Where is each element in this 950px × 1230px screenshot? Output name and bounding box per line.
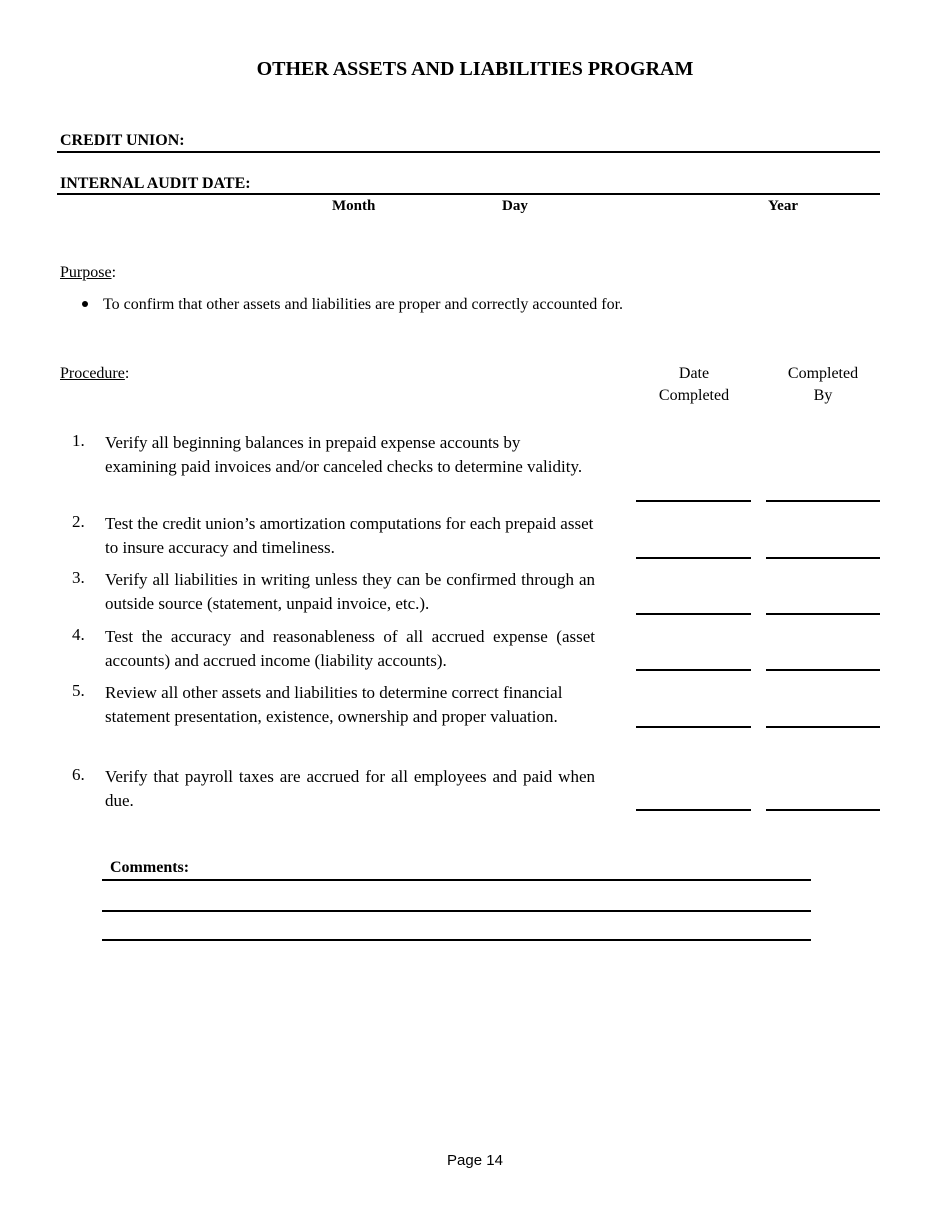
date-completed-line[interactable] (636, 669, 751, 671)
comments-line[interactable] (102, 910, 811, 912)
bullet-icon (82, 301, 88, 307)
date-completed-header (636, 363, 752, 407)
date-completed-line[interactable] (636, 500, 751, 502)
month-label: Month (332, 198, 376, 214)
step-text: Test the accuracy and reasonableness of all accrued expense (asset accounts) and accrued income (liability accounts). (105, 627, 595, 670)
step-text: Review all other assets and liabilities to determine correct financial statement presentation, existence, ownership and proper valuation. (105, 683, 563, 726)
step-number: 5. (72, 681, 85, 700)
completed-by-line[interactable] (766, 726, 880, 728)
step-text: Verify that payroll taxes are accrued for all employees and paid when due. (105, 767, 595, 810)
date-completed-line[interactable] (636, 557, 751, 559)
purpose-colon: : (111, 264, 117, 281)
credit-union-label: CREDIT UNION: (60, 132, 185, 149)
day-label: Day (502, 198, 528, 214)
completed-by-line[interactable] (766, 500, 880, 502)
page-number: Page 14 (447, 1152, 503, 1169)
purpose-item: To confirm that other assets and liabilities are proper and correctly accounted for. (103, 296, 624, 313)
procedure-heading (60, 365, 129, 383)
date-completed-header-line2: Completed (658, 387, 730, 404)
step-number: 2. (72, 512, 85, 531)
completed-by-line[interactable] (766, 557, 880, 559)
audit-date-line[interactable] (57, 193, 880, 195)
audit-date-label: INTERNAL AUDIT DATE: (60, 175, 251, 192)
step-text: Verify all liabilities in writing unless they can be confirmed through an outside source (statement, unpaid invoice, etc.). (105, 570, 595, 613)
completed-by-line[interactable] (766, 809, 880, 811)
step-number: 1. (72, 431, 85, 450)
comments-line[interactable] (102, 879, 811, 881)
procedure-label: Procedure (60, 365, 125, 382)
year-label: Year (768, 198, 798, 214)
date-completed-header-line1: Date (678, 365, 710, 382)
comments-line[interactable] (102, 939, 811, 941)
procedure-colon: : (124, 365, 130, 382)
step-text: Verify all beginning balances in prepaid expense accounts by examining paid invoices and/or canceled checks to determine validity. (105, 433, 583, 476)
completed-by-line[interactable] (766, 613, 880, 615)
step-text: Test the credit union’s amortization computations for each prepaid asset to insure accuracy and timeliness. (105, 514, 594, 557)
comments-label: Comments: (110, 859, 190, 876)
step-number: 3. (72, 568, 85, 587)
document-title: OTHER ASSETS AND LIABILITIES PROGRAM (256, 58, 694, 80)
date-completed-line[interactable] (636, 809, 751, 811)
completed-by-header (765, 363, 881, 407)
completed-by-header-line1: Completed (787, 365, 859, 382)
date-completed-line[interactable] (636, 613, 751, 615)
date-completed-line[interactable] (636, 726, 751, 728)
completed-by-line[interactable] (766, 669, 880, 671)
step-number: 6. (72, 765, 85, 784)
completed-by-header-line2: By (813, 387, 833, 404)
credit-union-line[interactable] (57, 151, 880, 153)
purpose-label: Purpose (60, 264, 112, 281)
purpose-heading (60, 264, 116, 282)
step-number: 4. (72, 625, 85, 644)
